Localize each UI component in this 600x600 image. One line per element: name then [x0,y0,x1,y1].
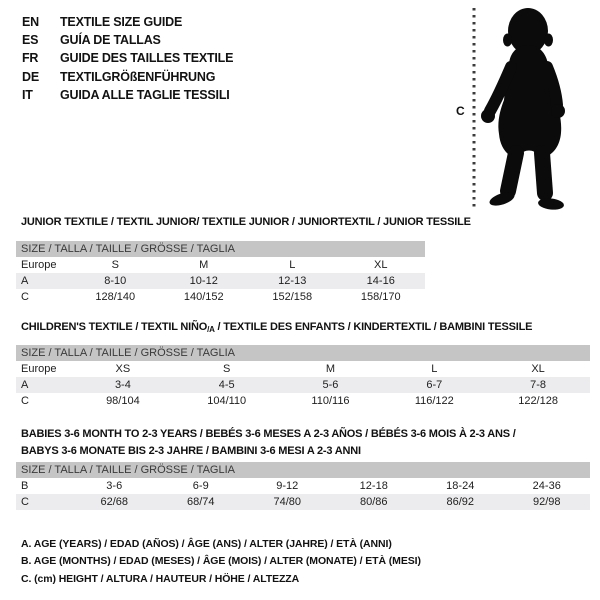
row-label: C [21,496,29,508]
size-value-cell: 86/92 [446,496,475,508]
size-value-cell: 110/116 [311,395,350,407]
lang-row-de [22,68,233,86]
row-label: A [21,379,29,391]
measurement-figure [450,3,590,213]
lang-label: TEXTILGRÖßENFÜHRUNG [60,69,216,84]
size-value-cell: L [289,259,296,271]
size-value-cell: 74/80 [273,496,302,508]
lang-row-en [22,13,233,31]
size-value-cell: 8-10 [104,275,127,287]
size-header-bar: SIZE / TALLA / TAILLE / GRÖSSE / TAGLIA [16,462,590,478]
size-value-cell: 116/122 [414,395,454,407]
junior-table-rows [16,257,425,305]
size-value-cell: XS [115,363,131,375]
row-label: A [21,275,29,287]
note-height-cm: C. (cm) HEIGHT / ALTURA / HAUTEUR / HÖHE / ALTEZZA [21,572,300,585]
size-value-cell: 4-5 [218,379,235,391]
lang-code: ES [22,33,39,48]
title-part: CHILDREN'S TEXTILE / TEXTIL NIÑO [21,321,208,333]
children-size-table [16,345,590,409]
lang-label: GUIDE DES TAILLES TEXTILE [60,51,234,66]
size-value-cell: 62/68 [100,496,129,508]
size-value-cell: 6-9 [192,480,209,492]
table-row [16,289,425,305]
size-value-cell: 9-12 [276,480,299,492]
size-value-cell: 152/158 [272,291,313,303]
toddler-silhouette-icon [450,3,590,213]
size-value-cell: XL [531,363,545,375]
children-table-rows [16,361,590,409]
size-value-cell: 128/140 [95,291,136,303]
lang-label: GUIDA ALLE TAGLIE TESSILI [60,87,230,102]
size-value-cell: 10-12 [189,275,218,287]
lang-code: FR [22,51,39,66]
lang-row-it [22,86,233,104]
row-label: Europe [21,363,57,375]
babies-table-title [21,426,516,459]
lang-row-fr [22,49,233,67]
size-value-cell: 24-36 [532,480,561,492]
size-value-cell: 3-4 [114,379,131,391]
row-label: B [21,480,29,492]
lang-code: EN [22,15,39,29]
size-value-cell: S [111,259,119,271]
note-age-months: B. AGE (MONTHS) / EDAD (MESES) / ÂGE (MOIS) / ALTER (MONATE) / ETÀ (MESI) [21,555,421,568]
size-value-cell: L [431,363,438,375]
size-value-cell: 98/104 [106,395,140,407]
title-line-2: BABYS 3-6 MONATE BIS 2-3 JAHRE / BAMBINI 3-6 MESI A 2-3 ANNI [21,444,361,457]
size-value-cell: 92/98 [532,496,561,508]
legend-notes [21,536,421,588]
table-row [16,273,425,289]
size-header-bar: SIZE / TALLA / TAILLE / GRÖSSE / TAGLIA [16,241,425,257]
size-value-cell: 5-6 [322,379,339,391]
size-value-cell: 12-18 [359,480,388,492]
row-label: C [21,291,29,303]
title-line-1: BABIES 3-6 MONTH TO 2-3 YEARS / BEBÉS 3-6 MESES A 2-3 AÑOS / BÉBÉS 3-6 MOIS À 2-3 ANS / [21,428,516,440]
babies-size-table [16,462,590,510]
lang-code: DE [22,69,39,84]
size-value-cell: 12-13 [278,275,307,287]
note-age-years: A. AGE (YEARS) / EDAD (AÑOS) / ÂGE (ANS) / ALTER (JAHRE) / ETÀ (ANNI) [21,538,392,550]
size-value-cell: 68/74 [186,496,215,508]
lang-row-es [22,31,233,49]
size-value-cell: M [199,259,209,271]
size-value-cell: S [223,363,231,375]
size-value-cell: 140/152 [183,291,224,303]
table-row [16,393,590,409]
size-value-cell: 80/86 [359,496,388,508]
height-measure-label: C [456,104,465,118]
row-label: Europe [21,259,57,271]
table-row [16,257,425,273]
size-value-cell: 3-6 [106,480,123,492]
table-row [16,478,590,494]
lang-label: GUÍA DE TALLAS [60,33,161,48]
lang-label: TEXTILE SIZE GUIDE [60,15,183,29]
table-row [16,494,590,510]
table-row [16,361,590,377]
size-header-bar: SIZE / TALLA / TAILLE / GRÖSSE / TAGLIA [16,345,590,361]
junior-table-title: JUNIOR TEXTILE / TEXTIL JUNIOR/ TEXTILE JUNIOR / JUNIORTEXTIL / JUNIOR TESSILE [21,216,471,228]
size-value-cell: 14-16 [366,275,395,287]
size-value-cell: 6-7 [426,379,443,391]
lang-code: IT [22,87,33,102]
junior-size-table [16,241,425,305]
language-list [22,13,233,104]
row-label: C [21,395,29,407]
babies-table-rows [16,478,590,510]
table-row [16,377,590,393]
size-value-cell: 122/128 [518,395,558,407]
size-value-cell: M [325,363,336,375]
title-part: / TEXTILE DES ENFANTS / KINDERTEXTIL / BAMBINI TESSILE [214,321,533,333]
size-value-cell: 18-24 [446,480,475,492]
title-subscript: /A [207,325,215,334]
size-value-cell: 104/110 [207,395,247,407]
children-table-title [21,321,532,334]
size-value-cell: XL [374,259,388,271]
size-value-cell: 158/170 [360,291,401,303]
size-value-cell: 7-8 [530,379,547,391]
